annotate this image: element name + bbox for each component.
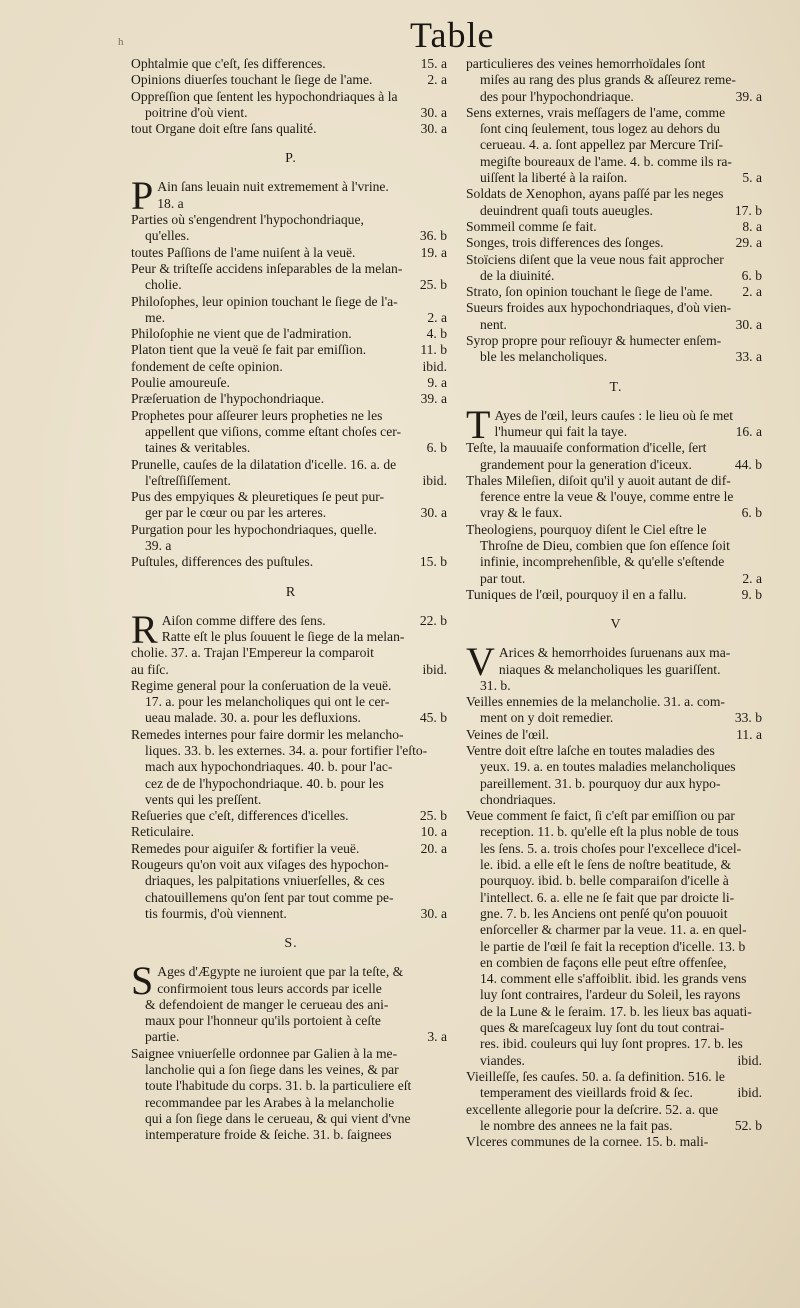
entry-continuation: ibid. temperament des vieillards froid & ſec. xyxy=(480,1085,762,1101)
index-entry xyxy=(131,261,451,294)
index-entry-line: cholie. 37. a. Trajan l'Empereur la comparoit xyxy=(131,645,374,661)
entry-continuation: 14. comment elle s'affoiblit. ibid. les grands vens xyxy=(480,971,747,987)
entry-text: Præſeruation de l'hypochondriaque. xyxy=(131,391,325,407)
entry-reference: 10. a xyxy=(420,824,447,840)
index-entry xyxy=(131,294,451,327)
entry-text: Sommeil comme ſe fait. xyxy=(466,218,597,234)
entry-continuation: mach aux hypochondriaques. 40. b. pour l'ac- xyxy=(145,759,393,775)
entry-continuation: ſont cinq ſeulement, tous logez au dehors du xyxy=(480,121,721,137)
entry-continuation: les ſens. 5. a. trois choſes pour l'excellece d'icel- xyxy=(480,840,742,856)
entry-reference: 29. a xyxy=(735,235,762,251)
entry-reference: 19. a xyxy=(420,244,447,260)
entry-text: Veue comment ſe faict, ſi c'eſt par emiſſion ou par xyxy=(466,808,735,824)
entry-reference: 2. a xyxy=(427,309,447,325)
section-block xyxy=(131,606,451,923)
entry-continuation: Throſne de Dieu, combien que ſon eſſence ſoit xyxy=(480,538,730,554)
entry-text: Peur & triſteſſe accidens inſeparables de la melan- xyxy=(131,260,403,276)
section-block xyxy=(466,639,766,1150)
page-header xyxy=(0,12,800,58)
entry-text: Stoïciens diſent que la veue nous fait approcher xyxy=(466,251,724,267)
entry-text: Philoſophes, leur opinion touchant le ſiege de l'a- xyxy=(131,293,398,309)
entry-text: excellente allegorie pour la deſcrire. 52. a. que xyxy=(466,1101,719,1117)
entry-continuation: 31. b. xyxy=(480,677,511,693)
index-entry xyxy=(466,743,766,808)
section-heading: S. xyxy=(284,936,298,952)
section-heading: T. xyxy=(609,379,623,395)
entry-continuation: le partie de l'œil ſe fait la reception d'icelle. 13. b xyxy=(480,938,746,954)
entry-continuation: luy ſont contraires, l'ardeur du Soleil, les rayons xyxy=(480,987,741,1003)
index-entry xyxy=(131,662,451,678)
index-entry xyxy=(466,1134,766,1150)
entry-continuation: de la Lune & le ſeraim. 17. b. les lieux bas aquati- xyxy=(480,1003,752,1019)
entry-continuation: chatouillemens qu'on ſent par tout comme pe- xyxy=(145,889,394,905)
index-entry xyxy=(466,1102,766,1135)
index-entry xyxy=(466,105,766,186)
entry-continuation: 45. b ueau malade. 30. a. pour les defluxions. xyxy=(145,710,447,726)
entry-continuation: en combien de façons elle peut eſtre offenſee, xyxy=(480,954,727,970)
entry-text: Pus des empyiques & pleuretiques ſe peut pur- xyxy=(131,489,385,505)
index-entry xyxy=(131,342,451,358)
entry-text: Thales Mileſien, diſoit qu'il y auoit autant de dif- xyxy=(466,472,731,488)
entry-text: tout Organe doit eſtre ſans qualité. xyxy=(131,121,317,137)
entry-reference: 16. a xyxy=(735,423,762,439)
entry-continuation: confirmoient tous leurs accords par icelle xyxy=(157,980,382,996)
entry-continuation: 30. a tis fourmis, d'où viennent. xyxy=(145,905,447,921)
entry-continuation: ibid. l'eſtreſſiſſement. xyxy=(145,472,447,488)
index-entry xyxy=(131,72,451,88)
entry-reference: 5. a xyxy=(742,170,762,186)
entry-reference: 11. a xyxy=(736,726,762,742)
index-entry xyxy=(466,186,766,219)
entry-reference: 45. b xyxy=(419,710,447,726)
entry-reference: 39. a xyxy=(420,391,447,407)
entry-reference: 6. b xyxy=(741,505,762,521)
entry-continuation: chondriaques. xyxy=(480,791,556,807)
index-entry xyxy=(131,56,451,72)
index-entry xyxy=(131,841,451,857)
entry-text: Purgation pour les hypochondriaques, quelle. xyxy=(131,521,377,537)
index-entry xyxy=(131,89,451,122)
entry-text: Remedes internes pour faire dormir les melancho- xyxy=(131,726,404,742)
index-entry xyxy=(466,587,766,603)
entry-continuation: intemperature froide & ſeiche. 31. b. ſaignees xyxy=(145,1127,392,1143)
entry-text: au fiſc. xyxy=(131,661,169,677)
page-title: Table xyxy=(410,15,495,55)
index-entry xyxy=(131,958,451,1045)
entry-continuation: 36. b qu'elles. xyxy=(145,228,447,244)
entry-continuation: ference entre la veue & l'ouye, comme entre le xyxy=(480,489,734,505)
index-entry xyxy=(131,489,451,522)
left-column xyxy=(131,56,451,1146)
entry-reference: ibid. xyxy=(422,358,447,374)
entry-reference: 44. b xyxy=(734,456,762,472)
entry-text: Rougeurs qu'on voit aux viſages des hypochon- xyxy=(131,857,389,873)
index-entry xyxy=(466,235,766,251)
section-heading: V xyxy=(610,617,622,633)
entry-reference: 30. a xyxy=(420,121,447,137)
entry-continuation: toute l'habitude du corps. 31. b. la particuliere eſt xyxy=(145,1078,412,1094)
entry-reference: 30. a xyxy=(735,316,762,332)
entry-continuation: infinie, incomprehenſible, & qu'elle s'eſtende xyxy=(480,554,725,570)
entry-text: Songes, trois differences des ſonges. xyxy=(466,235,664,251)
index-entry xyxy=(131,359,451,375)
entry-reference: 52. b xyxy=(734,1117,762,1133)
entry-continuation: 17. a. pour les melancholiques qui ont le cer- xyxy=(145,694,390,710)
index-entry xyxy=(131,824,451,840)
entry-continuation: megiſte boureaux de l'ame. 4. b. comme ils ra- xyxy=(480,153,732,169)
section-block xyxy=(466,401,766,604)
section-heading: P. xyxy=(285,151,297,167)
index-entry xyxy=(131,326,451,342)
index-entry xyxy=(131,408,451,457)
index-entry xyxy=(466,252,766,285)
entry-reference: 6. b xyxy=(741,267,762,283)
entry-continuation: appellent que viſions, comme eſtant choſes cer- xyxy=(145,423,402,439)
entry-reference: 17. b xyxy=(734,202,762,218)
index-entry xyxy=(131,554,451,570)
entry-reference: 39. a xyxy=(735,88,762,104)
entry-continuation: 3. a partie. xyxy=(145,1029,447,1045)
entry-continuation: 30. a nent. xyxy=(480,316,762,332)
index-entry xyxy=(466,727,766,743)
index-entry xyxy=(131,375,451,391)
index-entry xyxy=(466,333,766,366)
entry-continuation: gne. 7. b. les Anciens ont penſé qu'on pouuoit xyxy=(480,905,728,921)
entry-text: Saignee vniuerſelle ordonnee par Galien à la me- xyxy=(131,1045,398,1061)
entry-text: Teſte, la mauuaiſe conformation d'icelle, ſert xyxy=(466,440,707,456)
index-entry xyxy=(466,284,766,300)
entry-text: Oppreſſion que ſentent les hypochondriaques à la xyxy=(131,88,398,104)
entry-reference: ibid. xyxy=(737,1085,762,1101)
entry-continuation: 5. a uiſſent la liberté à la raiſon. xyxy=(480,170,762,186)
entry-text: Prophetes pour aſſeurer leurs propheties ne les xyxy=(131,407,383,423)
entry-text: Ophtalmie que c'eſt, ſes differences. xyxy=(131,56,326,71)
entry-continuation: res. ibid. couleurs qui luy ſont propres. 17. b. les xyxy=(480,1036,743,1052)
entry-continuation: & defendoient de manger le cerueau des ani- xyxy=(145,996,389,1012)
entry-continuation: cerueau. 4. a. ſont appellez par Mercure Triſ- xyxy=(480,137,724,153)
index-entry xyxy=(131,678,451,727)
index-entry xyxy=(131,457,451,490)
entry-reference: 8. a xyxy=(742,218,762,234)
entry-text: Arices & hemorrhoides ſuruenans aux ma- xyxy=(498,645,731,661)
entry-continuation: qui a ſon ſiege dans le cerueau, & qui vient d'vne xyxy=(145,1110,411,1126)
entry-reference: 22. b xyxy=(419,612,447,628)
entry-continuation: 2. a par tout. xyxy=(480,570,762,586)
index-entry xyxy=(131,212,451,245)
entry-reference: 15. a xyxy=(420,56,447,71)
entry-continuation: l'intellect. 6. a. elle ne ſe fait que par droicte li- xyxy=(480,889,735,905)
entry-continuation: 39. a des pour l'hypochondriaque. xyxy=(480,88,762,104)
entry-text: particulieres des veines hemorrhoïdales ſont xyxy=(466,56,706,71)
entry-text: fondement de ceſte opinion. xyxy=(131,358,283,374)
entry-text: Strato, ſon opinion touchant le ſiege de l'ame. xyxy=(466,284,713,300)
entry-continuation: yeux. 19. a. en toutes maladies melancholiques xyxy=(480,759,736,775)
entry-continuation: 18. a xyxy=(157,195,184,211)
entry-text: Ages d'Ægypte ne iuroient que par la teſte, & xyxy=(157,964,404,980)
entry-text: Remedes pour aiguiſer & fortifier la veuë. xyxy=(131,840,360,856)
index-entry xyxy=(131,857,451,922)
index-entry xyxy=(466,522,766,587)
index-entry xyxy=(466,639,766,694)
entry-reference: 20. a xyxy=(420,840,447,856)
entry-text: Tuniques de l'œil, pourquoy il en a fallu. xyxy=(466,586,687,602)
entry-reference: 30. a xyxy=(420,104,447,120)
index-entry xyxy=(131,1046,451,1144)
entry-continuation: 39. a xyxy=(145,538,172,554)
entry-text: Regime general pour la conſeruation de la veuë. xyxy=(131,677,392,693)
entry-text: Theologiens, pourquoy diſent le Ciel eſtre le xyxy=(466,521,707,537)
entry-text: toutes Paſſions de l'ame nuiſent à la veuë. xyxy=(131,244,356,260)
index-entry xyxy=(466,300,766,333)
entry-text: Aiſon comme differe des ſens. xyxy=(161,612,326,628)
index-entry xyxy=(466,1069,766,1102)
entry-text: Soldats de Xenophon, ayans paſſé par les neges xyxy=(466,186,724,202)
right-column xyxy=(466,56,766,1152)
entry-continuation: 2. a me. xyxy=(145,309,447,325)
entry-text: Vlceres communes de la cornee. 15. b. mali- xyxy=(466,1134,709,1150)
entry-continuation: vents qui les preſſent. xyxy=(145,791,262,807)
entry-text: Vieilleſſe, ſes cauſes. 50. a. ſa definition. 516. le xyxy=(466,1068,725,1084)
entry-continuation: ques & mareſcageux luy ſont du tout contrai- xyxy=(480,1020,725,1036)
entry-continuation: niaques & melancholiques les guariſſent. xyxy=(498,661,721,677)
entry-text: Opinions diuerſes touchant le ſiege de l'ame. xyxy=(131,72,373,88)
entry-text: Puſtules, differences des puſtules. xyxy=(131,554,314,570)
entry-text: Prunelle, cauſes de la dilatation d'icelle. 16. a. de xyxy=(131,456,397,472)
entry-continuation: miſes au rang des plus grands & aſſeurez reme- xyxy=(480,72,736,88)
entry-text: Ain ſans leuain nuit extremement à l'vrine. xyxy=(157,179,389,195)
entry-continuation: cez de de l'hypochondriaque. 40. b. pour les xyxy=(145,775,384,791)
section-block xyxy=(131,958,451,1143)
entry-continuation: 6. b vray & le faux. xyxy=(480,505,762,521)
entry-text: Sens externes, vrais meſſagers de l'ame, comme xyxy=(466,104,726,120)
entry-continuation: recommandee par les Arabes à la melancholie xyxy=(145,1094,395,1110)
entry-reference: 11. b xyxy=(420,342,447,358)
drop-initial: T xyxy=(466,401,491,447)
entry-continuation: driaques, les palpitations vniuerſelles, & ces xyxy=(145,873,385,889)
index-entry xyxy=(466,401,766,447)
index-entry xyxy=(466,56,766,105)
entry-text: Syrop propre pour reſiouyr & humecter enſem- xyxy=(466,333,722,349)
index-entry xyxy=(131,391,451,407)
entry-continuation: 30. a ger par le cœur ou par les arteres. xyxy=(145,505,447,521)
index-entry xyxy=(131,173,451,219)
entry-reference: 15. b xyxy=(419,554,447,570)
entry-text: Poulie amoureuſe. xyxy=(131,375,230,391)
index-entry xyxy=(131,808,451,824)
entry-reference: 30. a xyxy=(420,905,447,921)
entry-continuation: 6. b de la diuinité. xyxy=(480,267,762,283)
drop-initial: R xyxy=(131,606,158,652)
entry-reference: 6. b xyxy=(426,440,447,456)
index-entry xyxy=(466,473,766,522)
entry-text: Philoſophie ne vient que de l'admiration. xyxy=(131,326,352,342)
entry-text: Ventre doit eſtre laſche en toutes maladies des xyxy=(466,742,715,758)
entry-continuation: 25. b cholie. xyxy=(145,277,447,293)
entry-continuation: 52. b le nombre des annees ne la fait pas. xyxy=(480,1117,762,1133)
entry-reference: 9. a xyxy=(427,375,447,391)
entry-text: Platon tient que la veuë ſe fait par emiſſion. xyxy=(131,342,367,358)
entry-reference: 25. b xyxy=(419,277,447,293)
entry-reference: 2. a xyxy=(427,72,447,88)
drop-initial: V xyxy=(466,639,495,685)
entry-text: Parties où s'engendrent l'hypochondriaque, xyxy=(131,212,364,228)
entry-text: Veilles ennemies de la melancholie. 31. a. com- xyxy=(466,694,725,710)
entry-continuation: 33. b ment on y doit remedier. xyxy=(480,710,762,726)
entry-continuation: 16. a l'humeur qui fait la taye. xyxy=(494,423,762,439)
entry-text: Sueurs froides aux hypochondriaques, d'où vien- xyxy=(466,300,732,316)
entry-reference: 33. b xyxy=(734,710,762,726)
entry-continuation: 17. b deuindrent quaſi touts aueugles. xyxy=(480,202,762,218)
drop-initial: P xyxy=(131,173,154,219)
entry-continuation: le. ibid. a elle eſt le ſens de noſtre beatitude, & xyxy=(480,857,732,873)
entry-reference: 33. a xyxy=(735,349,762,365)
index-entry xyxy=(466,440,766,473)
index-entry xyxy=(131,121,451,137)
index-entry xyxy=(466,219,766,235)
entry-continuation: lancholie qui a ſon ſiege dans les veines, & par xyxy=(145,1062,399,1078)
entry-continuation: 33. a ble les melancholiques. xyxy=(480,349,762,365)
index-entry xyxy=(466,808,766,1069)
entry-reference: 36. b xyxy=(419,228,447,244)
entry-reference: 30. a xyxy=(420,505,447,521)
index-entry xyxy=(131,522,451,555)
section-block xyxy=(131,173,451,570)
section-heading: R xyxy=(285,584,297,600)
entry-reference: 2. a xyxy=(742,570,762,586)
entry-reference: 3. a xyxy=(427,1029,447,1045)
index-entry xyxy=(466,694,766,727)
drop-initial: S xyxy=(131,958,154,1004)
entry-continuation: liques. 33. b. les externes. 34. a. pour fortifier l'eſto- xyxy=(145,742,428,758)
entry-continuation: 30. a poitrine d'où vient. xyxy=(145,104,447,120)
entry-reference: 25. b xyxy=(419,808,447,824)
entry-continuation: enſorceller & charmer par la veue. 11. a. en quel- xyxy=(480,922,747,938)
entry-continuation: maux pour l'honneur qu'ils portoient à ceſte xyxy=(145,1013,381,1029)
entry-continuation: pareillement. 31. b. pourquoy dur aux hypo- xyxy=(480,775,721,791)
entry-text: Veines de l'œil. xyxy=(466,726,549,742)
entry-continuation: pourquoy. ibid. b. belle comparaiſon d'icelle à xyxy=(480,873,729,889)
entry-continuation: reception. 11. b. qu'elle eſt la plus noble de tous xyxy=(480,824,739,840)
entry-reference: ibid. xyxy=(422,661,447,677)
entry-text: Reticulaire. xyxy=(131,824,195,840)
entry-reference: ibid. xyxy=(422,472,447,488)
entry-reference: 4. b xyxy=(426,326,447,342)
entry-continuation: 44. b grandement pour la generation d'iceux. xyxy=(480,456,762,472)
page-signature: h xyxy=(118,36,124,48)
index-entry xyxy=(131,727,451,808)
index-entry-line: Ratte eſt le plus ſouuent le ſiege de la melan- xyxy=(161,628,405,644)
entry-reference: 9. b xyxy=(741,586,762,602)
entry-reference: 2. a xyxy=(742,284,762,300)
entry-text: Reſueries que c'eſt, differences d'icelles. xyxy=(131,808,349,824)
index-entry xyxy=(131,245,451,261)
entry-text: Ayes de l'œil, leurs cauſes : le lieu où ſe met xyxy=(494,407,734,423)
entry-continuation: ibid. viandes. xyxy=(480,1052,762,1068)
entry-continuation: 6. b taines & veritables. xyxy=(145,440,447,456)
entry-reference: ibid. xyxy=(737,1052,762,1068)
